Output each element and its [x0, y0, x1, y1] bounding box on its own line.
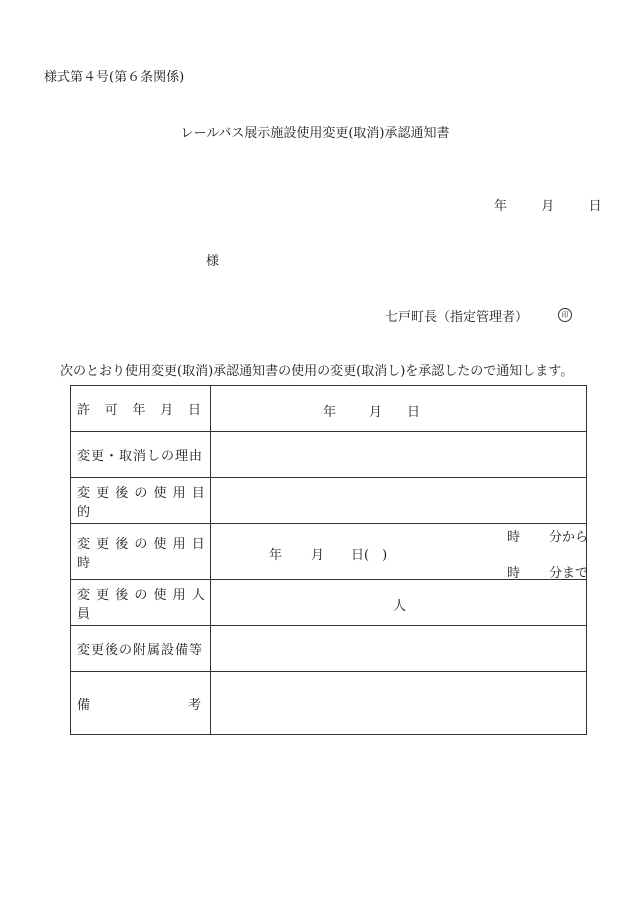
issue-date-month: 月 [541, 199, 555, 214]
label-attendees: 変 更 後 の 使 用 人 員 [71, 580, 211, 626]
value-new-datetime [211, 524, 587, 580]
label-new-datetime: 変 更 後 の 使 用 日 時 [71, 524, 211, 580]
end-minute: 分まで [549, 566, 589, 581]
addressee-suffix: 様 [206, 254, 220, 269]
table-row [71, 524, 587, 580]
permit-year: 年 [323, 405, 337, 420]
table-row [71, 432, 587, 478]
label-remarks: 備 考 [71, 672, 211, 735]
attendees-unit: 人 [393, 599, 407, 614]
document-title: レールバス展示施設使用変更(取消)承認通知書 [180, 126, 450, 141]
issuer-name: 七戸町長（指定管理者） [385, 310, 529, 325]
datetime-day: 日( ) [351, 548, 388, 563]
label-new-purpose: 変 更 後 の 使 用 目 的 [71, 478, 211, 524]
table-row [71, 626, 587, 672]
datetime-year: 年 [269, 548, 283, 563]
value-equipment [211, 626, 587, 672]
start-hour: 時 [507, 530, 521, 545]
table-row [71, 386, 587, 432]
end-hour: 時 [507, 566, 521, 581]
issue-date [494, 195, 602, 214]
permit-month: 月 [369, 405, 383, 420]
value-new-purpose [211, 478, 587, 524]
value-remarks [211, 672, 587, 735]
table-row [71, 672, 587, 735]
value-change-reason [211, 432, 587, 478]
form-number: 様式第４号(第６条関係) [44, 70, 185, 85]
issue-date-day: 日 [588, 199, 602, 214]
seal-mark: 印 [558, 308, 572, 322]
permit-day: 日 [407, 405, 421, 420]
value-attendees [211, 580, 587, 626]
label-change-reason: 変更・取消しの理由 [71, 432, 211, 478]
value-permit-date [211, 386, 587, 432]
issue-date-year: 年 [494, 199, 508, 214]
table-row [71, 478, 587, 524]
label-equipment: 変更後の附属設備等 [71, 626, 211, 672]
start-minute: 分から [549, 530, 589, 545]
datetime-month: 月 [311, 548, 325, 563]
table-row [71, 580, 587, 626]
approval-table [70, 385, 587, 735]
label-permit-date: 許 可 年 月 日 [71, 386, 211, 432]
intro-text: 次のとおり使用変更(取消)承認通知書の使用の変更(取消し)を承認したので通知します。 [60, 364, 574, 379]
